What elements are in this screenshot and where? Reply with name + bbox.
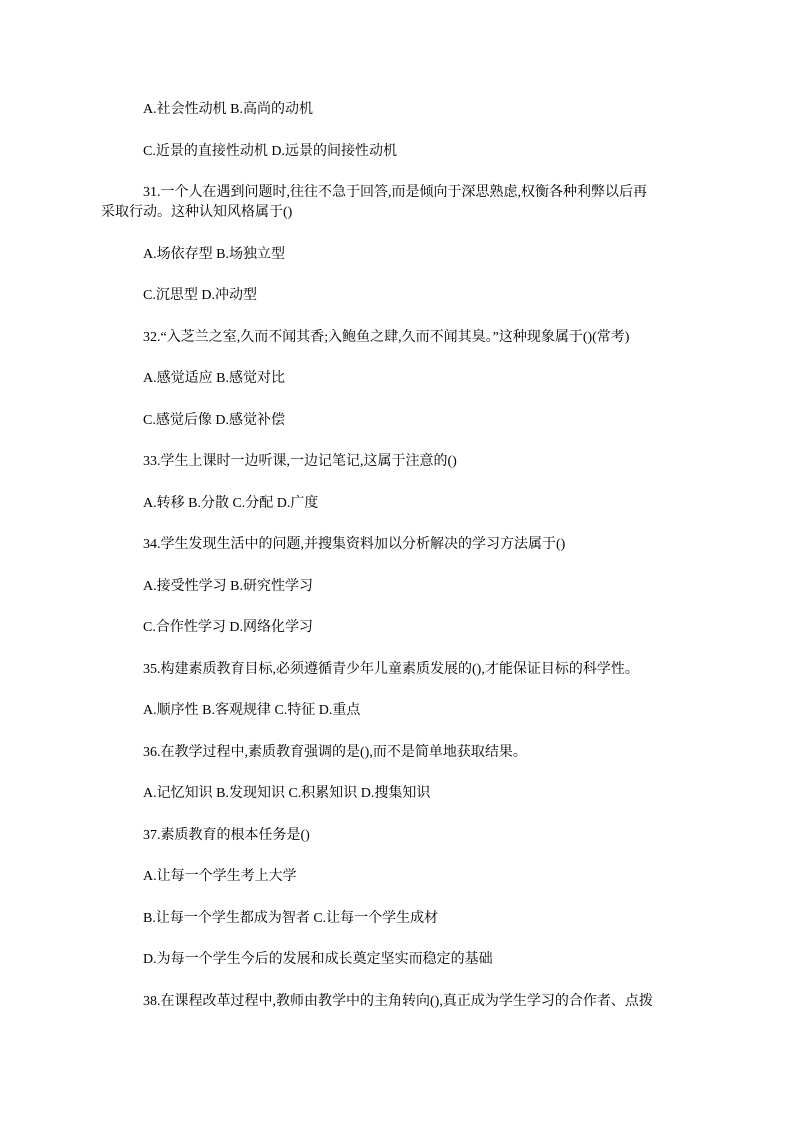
question-line-31: 31.一个人在遇到问题时,往往不急于回答,而是倾向于深思熟虑,权衡各种利弊以后再 (143, 185, 647, 200)
question-line-35: 35.构建素质教育目标,必须遵循青少年儿童素质发展的(),才能保证目标的科学性。 (143, 661, 639, 677)
options-line-37-d: D.为每一个学生今后的发展和成长奠定坚实而稳定的基础 (143, 952, 493, 967)
question-line-31-continued: 采取行动。这种认知风格属于() (101, 205, 293, 220)
question-line-36: 36.在教学过程中,素质教育强调的是(),而不是简单地获取结果。 (143, 744, 527, 760)
question-line-38: 38.在课程改革过程中,教师由教学中的主角转向(),真正成为学生学习的合作者、点拨 (143, 993, 653, 1009)
options-line-30-ab: A.社会性动机 B.高尚的动机 (143, 102, 313, 117)
options-line-37-a: A.让每一个学生考上大学 (143, 869, 297, 884)
options-line-32-cd: C.感觉后像 D.感觉补偿 (143, 412, 285, 428)
options-line-32-ab: A.感觉适应 B.感觉对比 (143, 371, 285, 386)
options-line-33-abcd: A.转移 B.分散 C.分配 D.广度 (143, 495, 319, 511)
question-line-34: 34.学生发现生活中的问题,并搜集资料加以分析解决的学习方法属于() (143, 537, 566, 552)
options-line-36-abcd: A.记忆知识 B.发现知识 C.积累知识 D.搜集知识 (143, 786, 431, 801)
options-line-35-abcd: A.顺序性 B.客观规律 C.特征 D.重点 (143, 703, 361, 718)
options-line-34-ab: A.接受性学习 B.研究性学习 (143, 578, 313, 594)
options-line-31-ab: A.场依存型 B.场独立型 (143, 246, 285, 262)
options-line-37-bc: B.让每一个学生都成为智者 C.让每一个学生成材 (143, 910, 439, 926)
options-line-30-cd: C.近景的直接性动机 D.远景的间接性动机 (143, 143, 397, 159)
options-line-34-cd: C.合作性学习 D.网络化学习 (143, 620, 313, 635)
question-line-33: 33.学生上课时一边听课,一边记笔记,这属于注意的() (143, 454, 457, 469)
question-line-37: 37.素质教育的根本任务是() (143, 827, 310, 843)
options-line-31-cd: C.沉思型 D.冲动型 (143, 288, 257, 303)
question-line-32: 32.“入芝兰之室,久而不闻其香;入鲍鱼之肆,久而不闻其臭。”这种现象属于()(常考) (143, 329, 630, 345)
